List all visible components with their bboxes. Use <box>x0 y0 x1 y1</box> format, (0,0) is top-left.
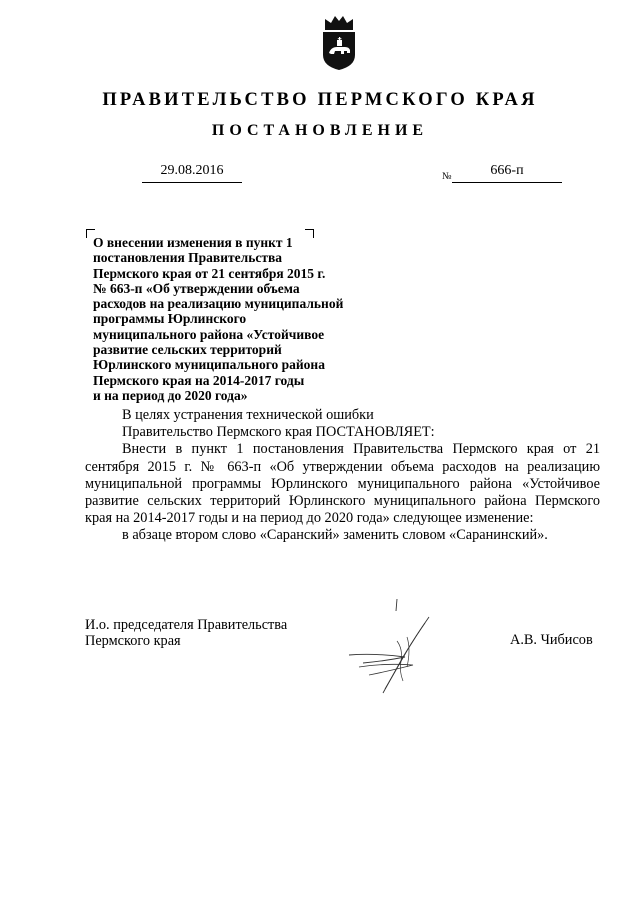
document-subject <box>93 235 393 403</box>
handwritten-signature <box>345 597 445 697</box>
subject-line: № 663-п «Об утверждении объема <box>93 280 300 296</box>
signer-position-line: Пермского края <box>85 633 181 649</box>
subject-line: Пермского края на 2014-2017 годы <box>93 372 305 388</box>
signer-name: А.В. Чибисов <box>510 632 593 648</box>
subject-line: постановления Правительства <box>93 250 282 266</box>
body-paragraph-resolves: Правительство Пермского края ПОСТАНОВЛЯЕТ: <box>122 424 435 441</box>
signer-position <box>85 617 287 649</box>
number-underline <box>452 182 562 183</box>
date-underline <box>142 182 242 183</box>
signer-position-line: И.о. председателя Правительства <box>85 617 288 633</box>
body-paragraph-amendment: Внести в пункт 1 постановления Правительства Пермского края от 21 сентября 2015 г. № 663-п «Об утверждении объема расходов на реализацию муниципальной программы Юрлинского муниципального района «Устойчивое развитие сельских территорий Юрлинского муниципального района Пермского края на 2014-2017 годы и на период до 2020 года» следующее изменение: <box>85 441 600 527</box>
subject-line: О внесении изменения в пункт 1 <box>93 235 293 250</box>
subject-line: и на период до 2020 года» <box>93 387 248 403</box>
body-paragraph-change: в абзаце втором слово «Саранский» заменить словом «Саранинский». <box>122 527 548 544</box>
subject-line: Юрлинского муниципального района <box>93 357 325 373</box>
subject-line: развитие сельских территорий <box>93 342 282 358</box>
subject-line: муниципального района «Устойчивое <box>93 326 325 342</box>
subject-line: программы Юрлинского <box>93 311 247 327</box>
organization-title: ПРАВИТЕЛЬСТВО ПЕРМСКОГО КРАЯ <box>102 90 538 110</box>
document-body <box>85 407 600 545</box>
number-label: № <box>442 171 452 182</box>
subject-line: Пермского края от 21 сентября 2015 г. <box>93 265 326 281</box>
body-paragraph-reason: В целях устранения технической ошибки <box>122 407 374 423</box>
document-type-title: ПОСТАНОВЛЕНИЕ <box>211 122 429 139</box>
subject-line: расходов на реализацию муниципальной <box>93 296 344 312</box>
document-number: 666-п <box>490 163 524 178</box>
coat-of-arms-emblem <box>319 13 359 71</box>
document-date: 29.08.2016 <box>160 163 224 178</box>
